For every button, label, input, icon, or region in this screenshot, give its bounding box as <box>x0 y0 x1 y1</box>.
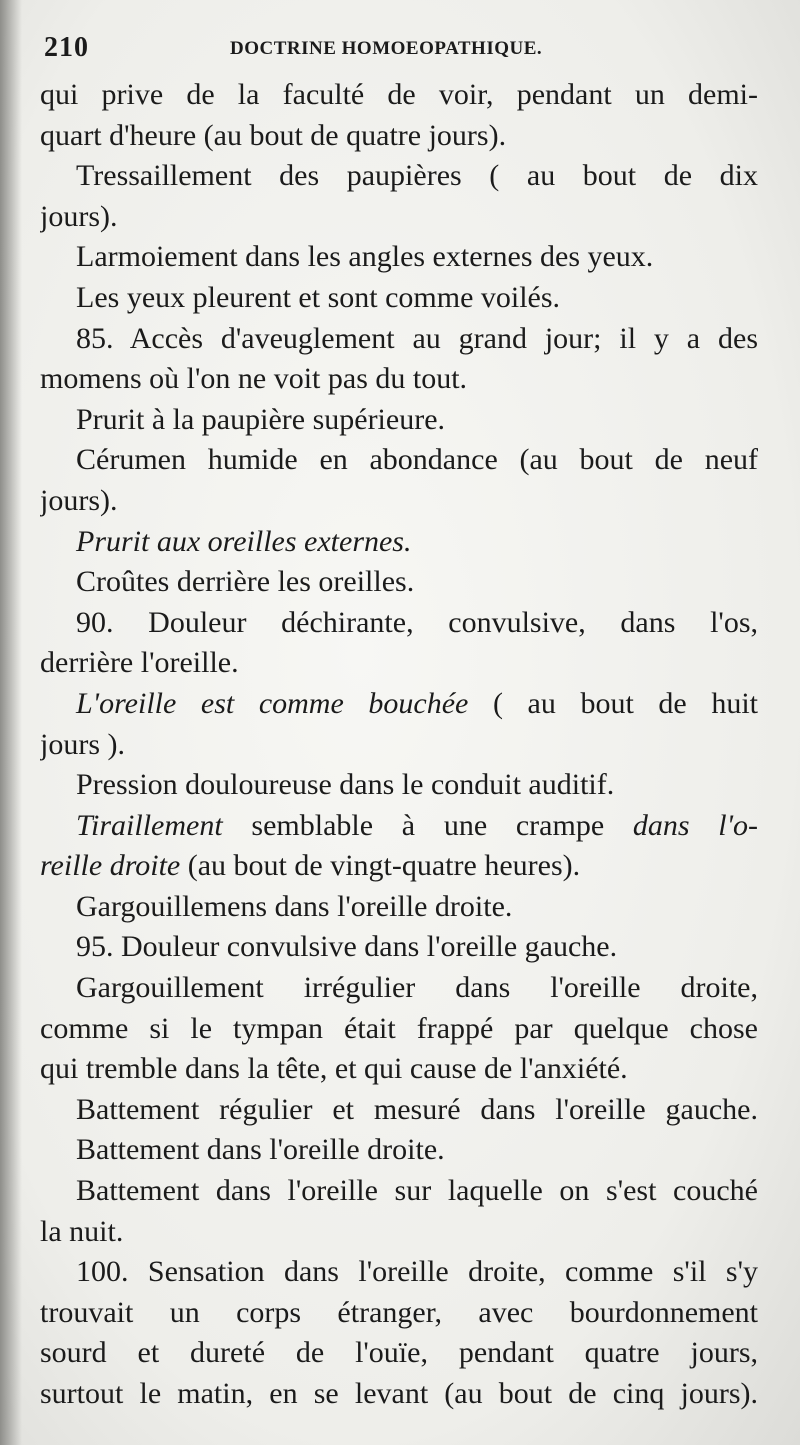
text-line: jours). <box>40 199 118 233</box>
running-title: DOCTRINE HOMOEOPATHIQUE. <box>230 38 543 59</box>
text-italic: reille droite <box>40 849 181 883</box>
text-line: derrière l'oreille. <box>40 646 239 680</box>
text-line: Pression douloureuse dans le conduit auditif. <box>76 768 615 802</box>
text-line: Tressaillement des paupières ( au bout de dix <box>76 159 758 193</box>
text-run: semblable à une crampe <box>251 808 605 842</box>
text-run: ( au bout de huit <box>492 686 758 720</box>
text-line <box>40 806 758 847</box>
text-line: Battement dans l'oreille droite. <box>76 1133 445 1167</box>
text-line: Battement régulier et mesuré dans l'oreille gauche. <box>76 1092 758 1126</box>
text-line: 90. Douleur déchirante, convulsive, dans l'os, <box>76 605 758 639</box>
text-italic: Tiraillement <box>76 808 223 842</box>
text-line: Prurit aux oreilles externes. <box>76 524 412 558</box>
page-body <box>40 75 758 1415</box>
text-line: 95. Douleur convulsive dans l'oreille gauche. <box>76 930 618 964</box>
text-line: jours). <box>40 483 118 517</box>
text-run: (au bout de vingt-quatre heures). <box>187 849 581 883</box>
text-line: Battement dans l'oreille sur laquelle on s'est couché <box>76 1174 758 1208</box>
text-line <box>40 684 758 725</box>
text-italic: dans l'o- <box>632 808 758 842</box>
text-line: surtout le matin, en se levant (au bout de cinq jours). <box>40 1377 758 1410</box>
text-line: Cérumen humide en abondance (au bout de neuf <box>76 443 758 477</box>
text-line: qui prive de la faculté de voir, pendant un demi- <box>40 78 758 111</box>
text-line: Croûtes derrière les oreilles. <box>76 565 415 599</box>
text-line: 100. Sensation dans l'oreille droite, comme s'il s'y <box>76 1255 758 1289</box>
text-line: la nuit. <box>40 1214 124 1248</box>
page-gutter-shadow <box>0 0 22 1445</box>
text-line: 85. Accès d'aveuglement au grand jour; il y a des <box>76 321 758 355</box>
text-line: comme si le tympan était frappé par quelque chose <box>40 1011 758 1045</box>
text-line: Les yeux pleurent et sont comme voilés. <box>76 280 561 314</box>
text-line <box>40 846 758 887</box>
text-line: sourd et dureté de l'ouïe, pendant quatre jours, <box>40 1336 758 1370</box>
text-line: Prurit à la paupière supérieure. <box>76 402 446 436</box>
text-line: Gargouillement irrégulier dans l'oreille droite, <box>76 971 758 1005</box>
text-line: momens où l'on ne voit pas du tout. <box>40 362 468 396</box>
text-line: quart d'heure (au bout de quatre jours). <box>40 118 507 152</box>
page-number: 210 <box>44 32 89 63</box>
text-line: trouvait un corps étranger, avec bourdonnement <box>40 1295 758 1329</box>
text-line: jours ). <box>40 727 125 761</box>
text-italic: L'oreille est comme bouchée <box>76 686 469 720</box>
page-header <box>44 32 764 66</box>
text-line: Gargouillemens dans l'oreille droite. <box>76 889 513 923</box>
text-line: Larmoiement dans les angles externes des yeux. <box>76 240 654 274</box>
text-line: qui tremble dans la tête, et qui cause de l'anxiété. <box>40 1052 628 1086</box>
